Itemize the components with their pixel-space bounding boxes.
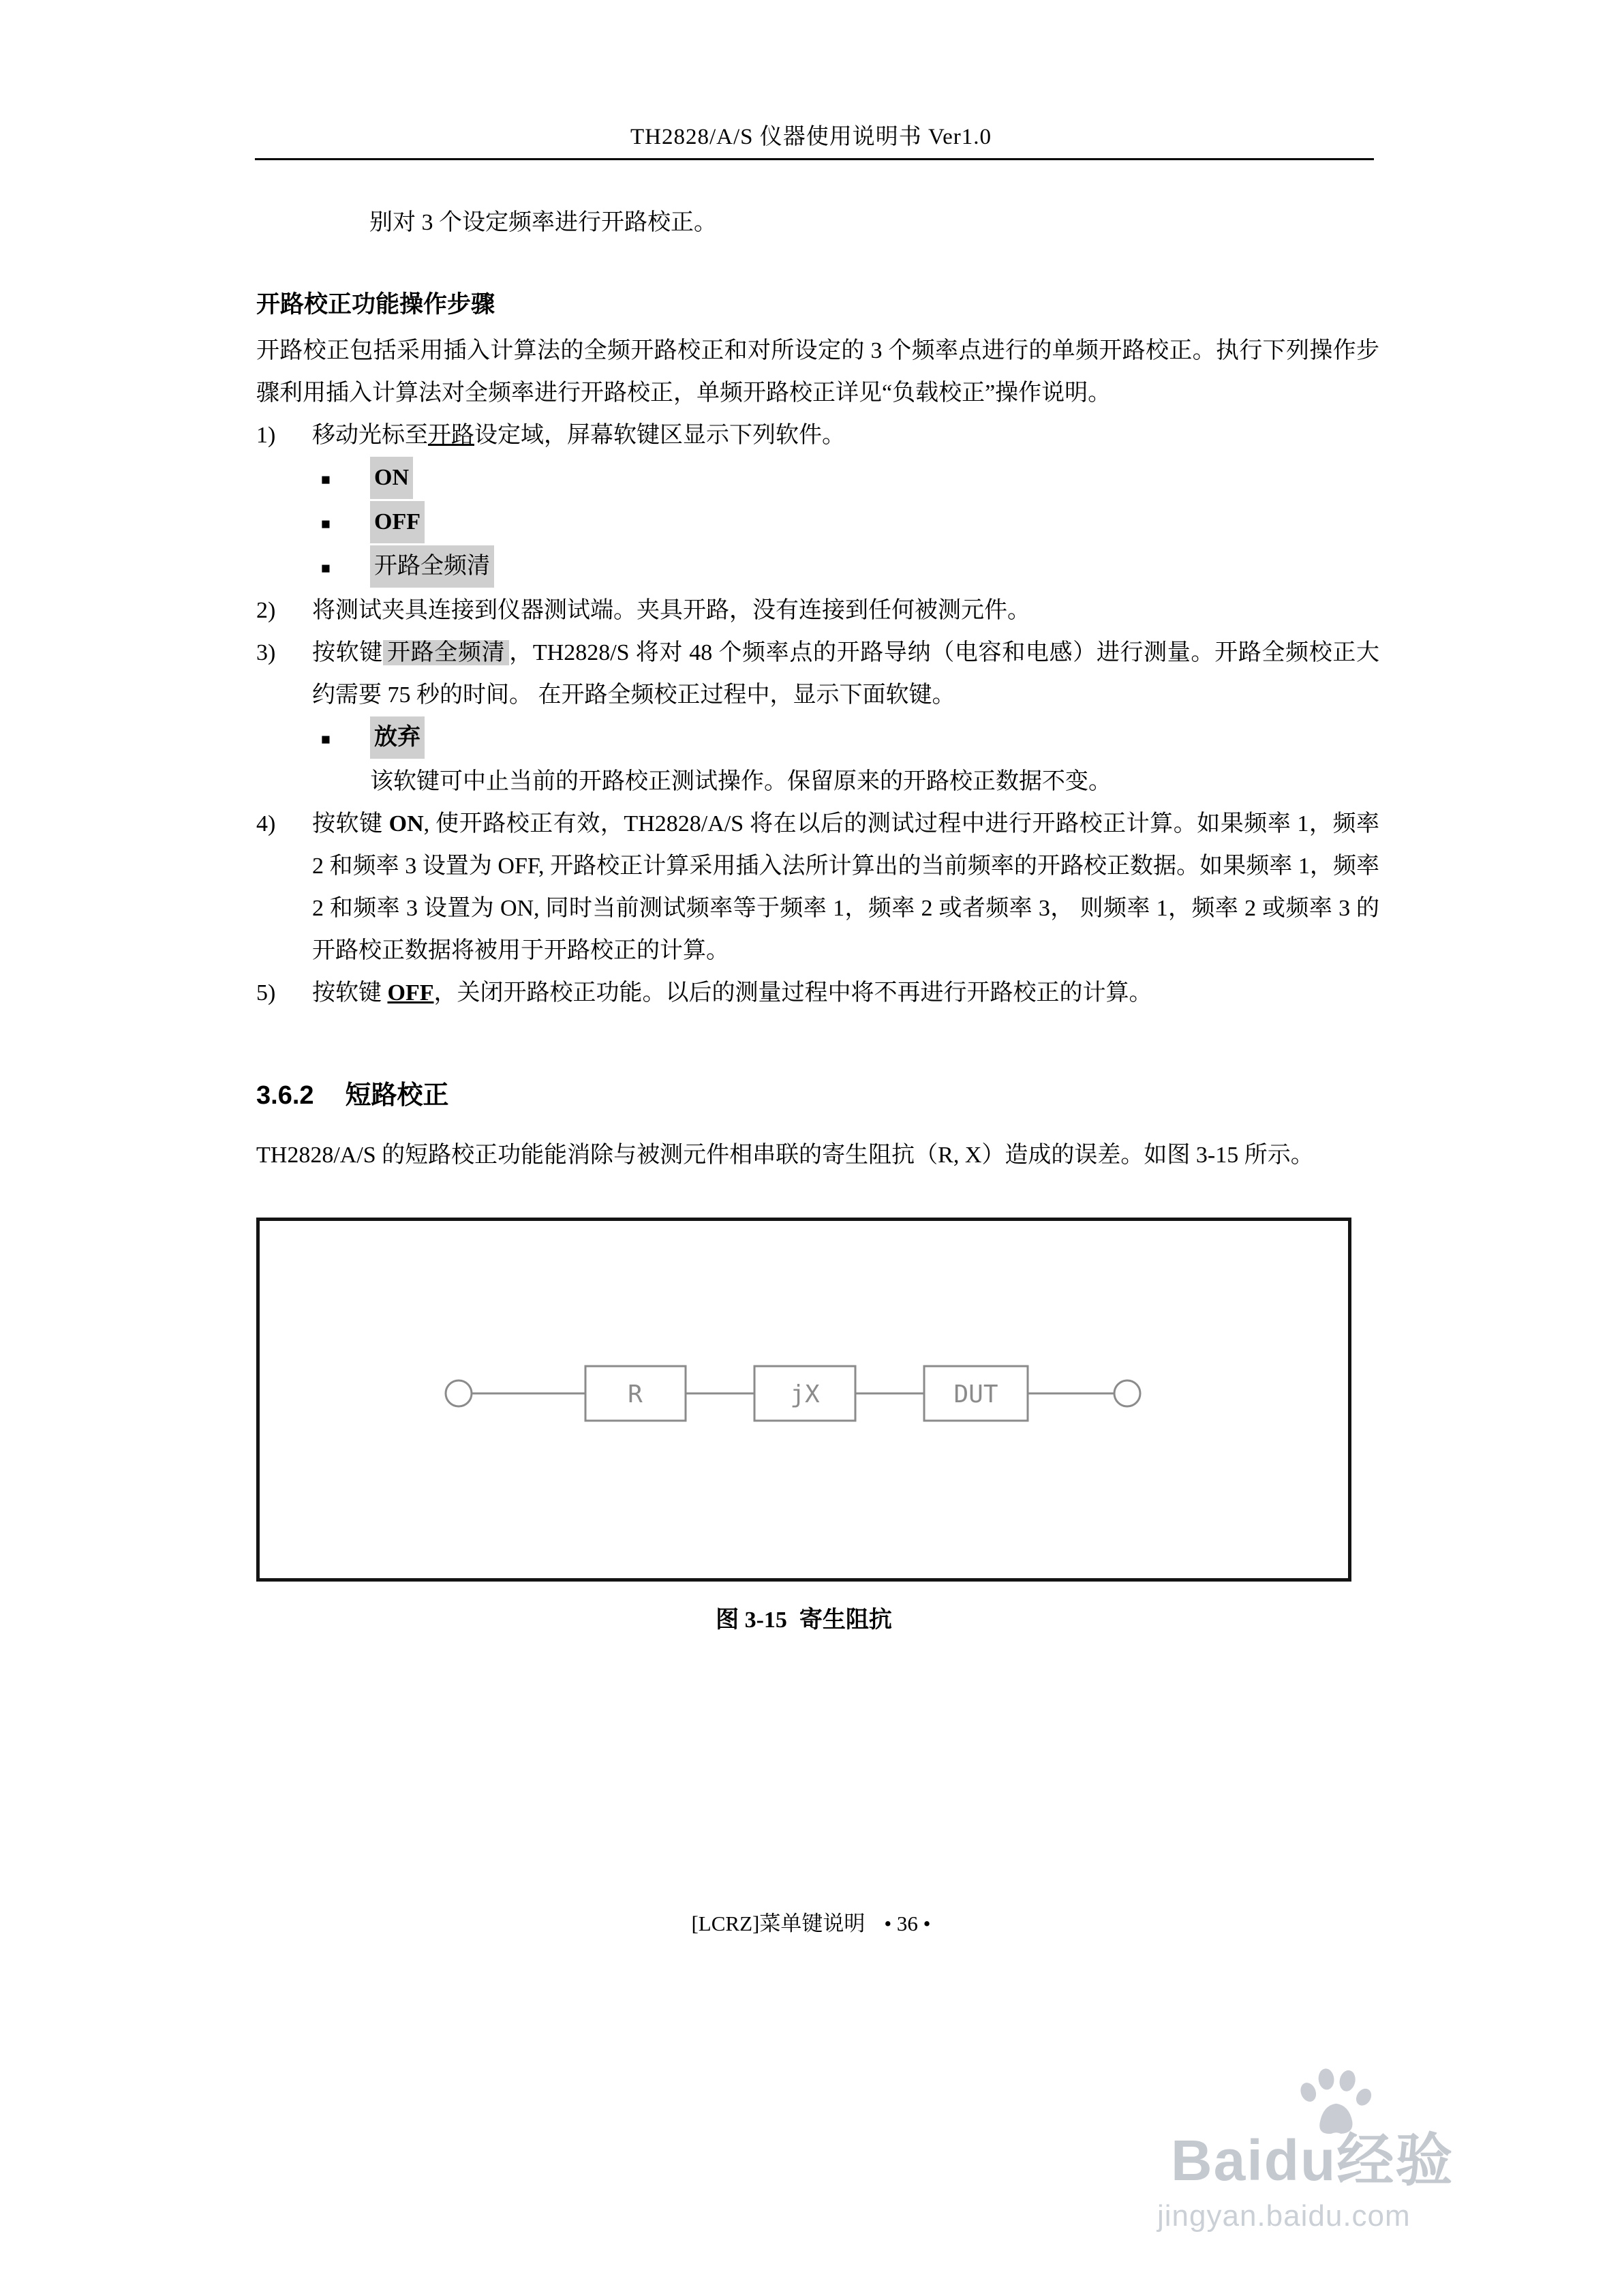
step-4-text (312, 803, 1379, 972)
open-field-reference: 开路 (428, 423, 474, 448)
step-5-number: 5) (256, 980, 276, 1006)
header-title: TH2828/A/S 仪器使用说明书 Ver1.0 (630, 125, 992, 149)
watermark-brand (1171, 2115, 1454, 2197)
step-4 (256, 803, 1379, 972)
open-cal-intro: 开路校正包括采用插入计算法的全频开路校正和对所设定的 3 个频率点进行的单频开路校正。执行下列操作步骤利用插入计算法对全频率进行开路校正，单频开路校正详见“负载校正”操作说明。 (256, 338, 1379, 406)
figure-caption-text: 寄生阻抗 (799, 1607, 892, 1633)
intro-line: 别对 3 个设定频率进行开路校正。 (369, 210, 717, 235)
step-1-text (312, 414, 1379, 457)
footer-page-number: • 36 • (884, 1912, 931, 1935)
square-bullet-icon: ■ (321, 560, 331, 577)
page-header (0, 119, 1622, 151)
softkey-off-row (321, 501, 1379, 545)
step-2-number: 2) (256, 598, 276, 623)
softkey-abort-row (321, 716, 1379, 761)
step-1-post: 设定域，屏幕软键区显示下列软件。 (474, 423, 845, 448)
short-cal-paragraph: TH2828/A/S 的短路校正功能能消除与被测元件相串联的寄生阻抗（R, X）造成的误差。如图 3-15 所示。 (256, 1143, 1314, 1168)
softkey-abort-description: 该软键可中止当前的开路校正测试操作。保留原来的开路校正数据不变。 (370, 769, 1112, 794)
step-3-number: 3) (256, 640, 276, 665)
softkey-on-row (321, 457, 1379, 501)
square-bullet-icon: ■ (321, 515, 331, 532)
step-2 (256, 590, 1379, 632)
left-terminal-icon (446, 1380, 472, 1406)
step-1-pre: 移动光标至 (312, 423, 428, 448)
step-4-post: , 使开路校正有效，TH2828/A/S 将在以后的测试过程中进行开路校正计算。如果频率 1，频率 2 和频率 3 设置为 OFF, 开路校正计算采用插入法所计算出的当前频率的开路校正数据。如果频率 1，频率 2 和频率 3 设置为 ON, 同时当前测试频率等于频率 1，频率 2 或者频率 3， 则频率 1，频率 2 或频率 3 的开路校正数据将被用于开路校正的计算。 (312, 811, 1380, 963)
step-1 (256, 414, 1379, 457)
step-5-post: ，关闭开路校正功能。以后的测量过程中将不再进行开路校正的计算。 (433, 980, 1152, 1006)
step-2-text: 将测试夹具连接到仪器测试端。夹具开路，没有连接到任何被测元件。 (312, 598, 1030, 623)
series-impedance-circuit-diagram (260, 1221, 1348, 1578)
section-number: 3.6.2 (256, 1081, 314, 1110)
section-title: 短路校正 (345, 1081, 449, 1110)
softkey-abort-label: 放弃 (370, 716, 425, 759)
softkey-off-label: OFF (370, 501, 425, 543)
softkey-clear-inline: 开路全频清 (383, 640, 509, 665)
step-3-text (312, 632, 1379, 716)
softkey-clear-row (321, 545, 1379, 590)
page-footer (0, 1906, 1622, 1937)
step-1-number: 1) (256, 423, 276, 448)
watermark-url: jingyan.baidu.com (1157, 2199, 1411, 2233)
header-rule (255, 158, 1374, 160)
softkey-on-label: ON (370, 457, 413, 499)
step-5 (256, 972, 1379, 1014)
step-3 (256, 632, 1379, 716)
page-content (256, 202, 1379, 1642)
resistor-label: R (628, 1380, 643, 1408)
reactance-label: jX (790, 1380, 820, 1408)
watermark-brand-latin: Baidu (1171, 2128, 1337, 2192)
footer-label: [LCRZ]菜单键说明 (691, 1912, 866, 1935)
step-4-number: 4) (256, 811, 276, 836)
square-bullet-icon: ■ (321, 731, 331, 748)
section-3-6-2-heading (256, 1072, 1379, 1119)
open-cal-heading: 开路校正功能操作步骤 (256, 291, 495, 318)
step-5-text (312, 972, 1379, 1014)
figure-caption (256, 1599, 1351, 1642)
right-terminal-icon (1114, 1380, 1140, 1406)
square-bullet-icon: ■ (321, 471, 331, 488)
softkey-on-inline: ON (388, 811, 424, 836)
step-4-pre: 按软键 (312, 811, 389, 836)
figure-caption-number: 图 3-15 (716, 1607, 787, 1633)
dut-label: DUT (953, 1380, 998, 1408)
figure-3-15 (256, 1218, 1351, 1582)
step-3-post: ，TH2828/S 将对 48 个频率点的开路导纳（电容和电感）进行测量。开路全频校正大约需要 75 秒的时间。 在开路全频校正过程中，显示下面软键。 (312, 640, 1380, 708)
step-3-pre: 按软键 (312, 640, 383, 665)
softkey-off-inline: OFF (387, 980, 434, 1006)
step-5-pre: 按软键 (312, 980, 388, 1006)
baidu-jingyan-watermark (1138, 2052, 1588, 2256)
softkey-clear-label: 开路全频清 (370, 545, 494, 588)
watermark-brand-cn: 经验 (1336, 2128, 1454, 2192)
